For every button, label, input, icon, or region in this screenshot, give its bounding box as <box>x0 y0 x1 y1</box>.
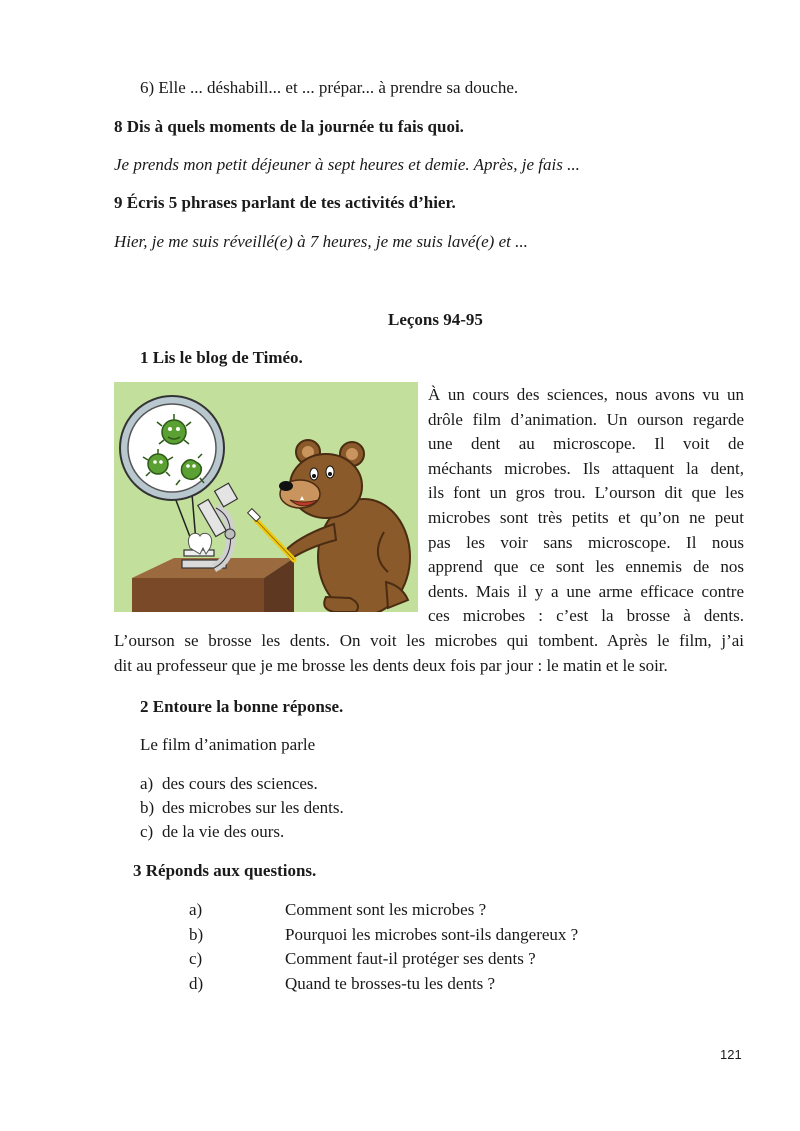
lesson-heading: Leçons 94-95 <box>388 310 483 329</box>
question-letter: d) <box>189 974 204 993</box>
option-letter: c) <box>140 822 154 841</box>
option-letter: a) <box>140 774 154 793</box>
exercise-8-example: Je prends mon petit déjeuner à sept heures et demie. Après, je fais ... <box>114 155 580 174</box>
table-front <box>132 578 264 612</box>
exercise-8-title: 8 Dis à quels moments de la journée tu fais quoi. <box>114 117 464 136</box>
option-text: des cours des sciences. <box>162 774 318 793</box>
question-text: Comment faut-il protéger ses dents ? <box>285 949 536 968</box>
blog-line: pas les voir sans microscope. Il nous <box>428 532 744 552</box>
blog-line: drôle film d’animation. Un ourson regarde <box>428 409 744 429</box>
exercise-item-6: 6) Elle ... déshabill... et ... prépar... à prendre sa douche. <box>140 78 519 97</box>
blog-line: L’ourson se brosse les dents. On voit les microbes qui tombent. Après le film, j’ai <box>114 631 744 650</box>
question-c <box>189 947 536 971</box>
question-text: Pourquoi les microbes sont-ils dangereux ? <box>285 925 579 944</box>
page-number: 121 <box>720 1047 742 1062</box>
blog-line: ces microbes : c’est la brosse à dents. <box>428 606 744 626</box>
blog-line: apprend que ce sont les ennemis de nos <box>428 557 744 577</box>
question-a <box>189 898 487 922</box>
blog-line: dit au professeur que je me brosse les dents deux fois par jour : le matin et le soir. <box>114 655 668 675</box>
exercise-1-title: 1 Lis le blog de Timéo. <box>140 348 303 367</box>
option-text: des microbes sur les dents. <box>162 798 344 817</box>
question-b <box>189 923 579 947</box>
blog-line: À un cours des sciences, nous avons vu un <box>428 385 744 404</box>
answer-option-b[interactable] <box>140 796 344 820</box>
question-text: Comment sont les microbes ? <box>285 900 487 919</box>
question-letter: a) <box>189 900 203 919</box>
answer-option-c[interactable] <box>140 820 285 844</box>
bear-microscope-illustration <box>114 382 418 612</box>
exercise-3-title: 3 Réponds aux questions. <box>133 861 317 880</box>
question-letter: c) <box>189 949 203 968</box>
question-d <box>189 972 496 996</box>
bear-icon <box>279 440 410 612</box>
blog-line: ils font un gros trou. L’ourson dit que les <box>428 483 744 503</box>
exercise-9-title: 9 Écris 5 phrases parlant de tes activités d’hier. <box>114 193 456 212</box>
question-letter: b) <box>189 925 204 944</box>
blog-line: microbes sont très petits et qu’on ne peut <box>428 507 744 527</box>
answer-option-a[interactable] <box>140 772 318 796</box>
exercise-2-prompt: Le film d’animation parle <box>140 735 316 754</box>
illustration-svg <box>114 382 418 612</box>
blog-text-full <box>114 629 744 678</box>
toothbrush-icon <box>248 509 294 560</box>
magnifier-glass <box>128 404 216 492</box>
exercise-2-title: 2 Entoure la bonne réponse. <box>140 697 344 716</box>
blog-text-right <box>428 383 744 629</box>
option-letter: b) <box>140 798 155 817</box>
question-text: Quand te brosses-tu les dents ? <box>285 974 496 993</box>
blog-line: dents. Mais il y a une arme efficace contre <box>428 581 744 601</box>
blog-line: méchants microbes. Ils attaquent la dent, <box>428 458 744 478</box>
exercise-9-example: Hier, je me suis réveillé(e) à 7 heures, je me suis lavé(e) et ... <box>114 232 528 251</box>
option-text: de la vie des ours. <box>162 822 285 841</box>
blog-line: une dent au microscope. Il voit de <box>428 434 744 454</box>
